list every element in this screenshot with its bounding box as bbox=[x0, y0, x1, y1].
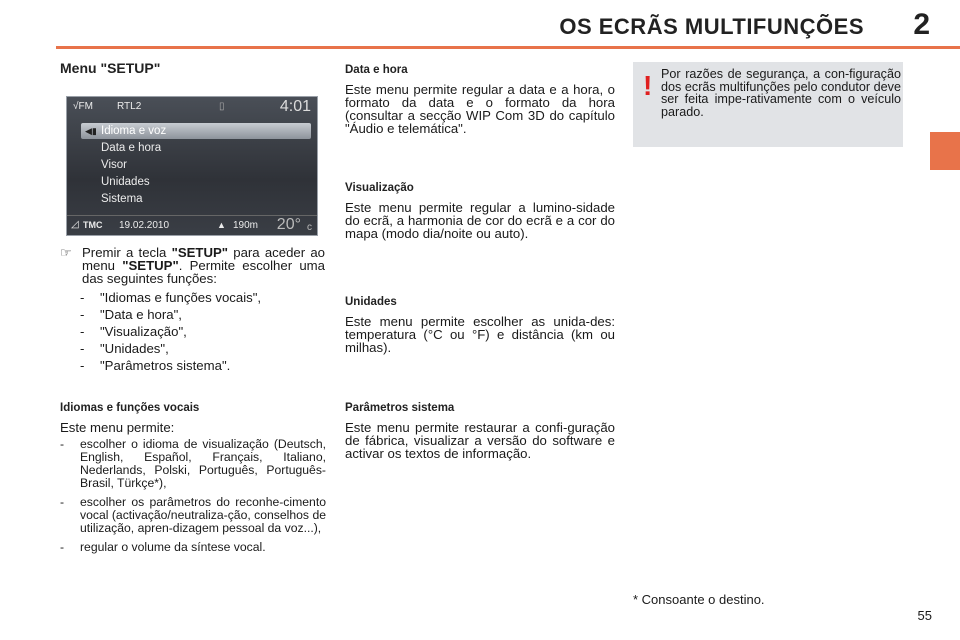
section-heading-display: Visualização bbox=[345, 182, 414, 194]
list-item: - escolher o idioma de visualização (Deutsch, English, Español, Français, Italiano, Nederlands, Polski, Português, Português-Brasil, Türkçe*), bbox=[60, 437, 326, 490]
language-options-list bbox=[60, 438, 326, 554]
function-list bbox=[80, 291, 325, 372]
header-divider bbox=[56, 46, 960, 49]
battery-icon: ▯ bbox=[219, 101, 225, 112]
date-time-section bbox=[345, 64, 615, 137]
footnote: * Consoante o destino. bbox=[633, 592, 765, 607]
screen-top-bar bbox=[67, 97, 317, 117]
screen-menu-item: Visor bbox=[101, 159, 127, 171]
list-item: - "Idiomas e funções vocais", bbox=[80, 290, 262, 305]
screen-menu-item: Data e hora bbox=[101, 142, 162, 154]
chapter-side-tab bbox=[930, 132, 960, 170]
setup-key-label: "SETUP" bbox=[171, 245, 229, 260]
list-item: - "Parâmetros sistema". bbox=[80, 358, 231, 373]
page-title: OS ECRÃS MULTIFUNÇÕES bbox=[559, 14, 864, 39]
units-section bbox=[345, 296, 615, 356]
left-column bbox=[60, 62, 325, 75]
list-item: - escolher os parâmetros do reconhe-cimento vocal (activação/neutraliza-ção, conselhos de utilização, apren-dizagem pessoal da voz...), bbox=[60, 495, 326, 535]
screen-distance: 190m bbox=[233, 220, 259, 231]
screen-menu-item: Idioma e voz bbox=[101, 125, 167, 137]
section-heading-date-time: Data e hora bbox=[345, 64, 408, 76]
screen-bottom-bar bbox=[67, 215, 317, 235]
section-heading-system-params: Parâmetros sistema bbox=[345, 402, 455, 414]
screen-station: RTL2 bbox=[117, 101, 142, 112]
system-params-section bbox=[345, 402, 615, 462]
screen-tmc: TMC bbox=[83, 220, 103, 230]
section-heading-setup: Menu "SETUP" bbox=[60, 60, 161, 76]
chapter-number: 2 bbox=[913, 8, 930, 41]
setup-key-label: "SETUP" bbox=[122, 258, 179, 273]
display-text: Este menu permite regular a lumino-sidade do ecrã, a harmonia de cor do ecrã e a cor do mapa (modo dia/noite ou auto). bbox=[345, 200, 615, 241]
tmc-signal-icon: ◿ bbox=[71, 219, 79, 230]
list-item: - regular o volume da síntese vocal. bbox=[60, 540, 266, 554]
page-number: 55 bbox=[917, 608, 932, 623]
language-section bbox=[60, 402, 326, 558]
warning-text: Por razões de segurança, a con-figuração dos ecrãs multifunções pelo condutor deve ser feita impe-rativamente com o veículo parado. bbox=[661, 67, 901, 119]
setup-screen-image bbox=[66, 96, 318, 236]
setup-intro bbox=[60, 246, 325, 376]
language-intro: Este menu permite: bbox=[60, 420, 175, 435]
date-time-text: Este menu permite regular a data e a hora, o formato da data e o formato da hora (consultar a secção WIP Com 3D do capítulo "Áudio e telemática". bbox=[345, 82, 615, 136]
speaker-icon: ◀▮ bbox=[85, 126, 97, 136]
list-item: - "Visualização", bbox=[80, 324, 187, 339]
section-heading-units: Unidades bbox=[345, 296, 397, 308]
screen-date: 19.02.2010 bbox=[119, 220, 170, 231]
pointing-hand-icon: ☞ bbox=[60, 245, 72, 260]
fm-band-icon: √FM bbox=[73, 101, 93, 112]
nav-arrow-icon: ▲ bbox=[217, 220, 226, 230]
section-heading-language: Idiomas e funções vocais bbox=[60, 402, 200, 414]
system-params-text: Este menu permite restaurar a confi-guração de fábrica, visualizar a versão do software e activar os textos de informação. bbox=[345, 420, 615, 461]
units-text: Este menu permite escolher as unida-des: temperatura (°C ou °F) e distância (km ou milhas). bbox=[345, 314, 615, 355]
intro-text: Premir a tecla bbox=[82, 245, 172, 260]
screen-menu-item: Sistema bbox=[101, 193, 143, 205]
intro-text: para aceder ao menu bbox=[82, 245, 325, 273]
screen-temperature: 20° bbox=[276, 216, 301, 233]
safety-warning-box bbox=[633, 62, 903, 147]
warning-exclamation-icon: ! bbox=[643, 70, 653, 101]
screen-time: 4:01 bbox=[279, 98, 311, 115]
screen-menu-item: Unidades bbox=[101, 176, 150, 188]
list-item: - "Unidades", bbox=[80, 341, 169, 356]
display-section bbox=[345, 182, 615, 242]
list-item: - "Data e hora", bbox=[80, 307, 182, 322]
intro-text: . Permite escolher uma das seguintes funções: bbox=[82, 258, 325, 286]
screen-temp-unit: c bbox=[307, 222, 312, 233]
